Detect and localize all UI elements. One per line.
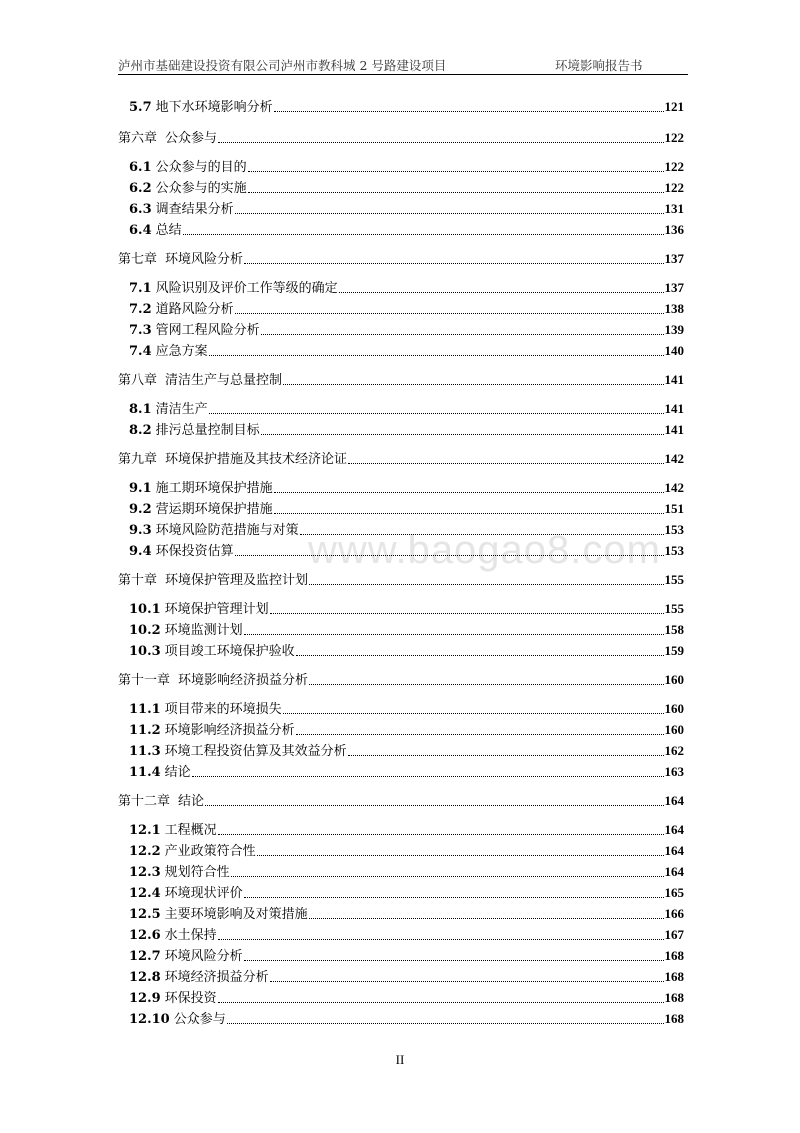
toc-entry-page: 155 <box>664 572 684 587</box>
dot-leader <box>257 855 664 856</box>
toc-entry-number: 12.1 <box>129 823 161 838</box>
toc-entry-number: 12.2 <box>129 844 161 859</box>
toc-section-entry[interactable] <box>129 763 684 781</box>
toc-section-entry[interactable] <box>129 905 684 923</box>
dot-leader <box>218 939 664 940</box>
toc-entry-number: 9.1 <box>129 481 152 496</box>
toc-entry-page: 141 <box>664 422 684 437</box>
toc-section-entry[interactable] <box>129 158 684 176</box>
toc-entry-number: 6.3 <box>129 202 152 217</box>
toc-entry-page: 160 <box>664 722 684 737</box>
toc-entry-number: 12.3 <box>129 865 161 880</box>
toc-entry-number: 第六章 <box>118 131 158 146</box>
toc-entry-number: 7.2 <box>129 302 152 317</box>
dot-leader <box>261 334 664 335</box>
toc-entry-title: 清洁生产与总量控制 <box>165 373 283 388</box>
toc-entry-title: 项目竣工环境保护验收 <box>164 644 295 659</box>
toc-entry-page: 155 <box>664 601 684 616</box>
toc-entry-number: 8.2 <box>129 423 152 438</box>
toc-section-entry[interactable] <box>129 1010 684 1028</box>
toc-entry-page: 142 <box>664 480 684 495</box>
toc-entry-number: 10.1 <box>129 602 161 617</box>
toc-section-entry[interactable] <box>129 926 684 944</box>
toc-entry-number: 第九章 <box>118 452 158 467</box>
dot-leader <box>300 534 664 535</box>
toc-entry-title: 公众参与的目的 <box>155 160 247 175</box>
toc-entry-number: 11.3 <box>129 744 161 759</box>
toc-entry-title: 风险识别及评价工作等级的确定 <box>155 281 338 296</box>
toc-section-entry[interactable] <box>129 300 684 318</box>
toc-entry-number: 12.8 <box>129 970 161 985</box>
page-number: II <box>395 1052 405 1067</box>
dot-leader <box>235 313 664 314</box>
toc-section-entry[interactable] <box>129 221 684 239</box>
toc-section-entry[interactable] <box>129 521 684 539</box>
toc-entry-number: 10.3 <box>129 644 161 659</box>
toc-section-entry[interactable] <box>129 98 684 116</box>
dot-leader <box>209 413 664 414</box>
toc-entry-title: 公众参与 <box>165 131 218 146</box>
dot-leader <box>348 463 663 464</box>
dot-leader <box>339 292 664 293</box>
toc-entry-page: 168 <box>664 1011 684 1026</box>
dot-leader <box>205 805 663 806</box>
dot-leader <box>235 555 664 556</box>
toc-section-entry[interactable] <box>129 742 684 760</box>
toc-entry-number: 7.4 <box>129 344 152 359</box>
toc-section-entry[interactable] <box>129 421 684 439</box>
toc-entry-title: 主要环境影响及对策措施 <box>164 907 308 922</box>
toc-entry-page: 131 <box>664 201 684 216</box>
toc-entry-page: 141 <box>664 401 684 416</box>
toc-entry-number: 第十一章 <box>118 673 171 688</box>
dot-leader <box>209 355 664 356</box>
toc-entry-number: 12.7 <box>129 949 161 964</box>
toc-section-entry[interactable] <box>129 479 684 497</box>
dot-leader <box>261 434 664 435</box>
toc-entry-title: 环境现状评价 <box>164 886 243 901</box>
toc-entry-page: 121 <box>664 99 684 114</box>
toc-entry-number: 6.4 <box>129 223 152 238</box>
toc-section-entry[interactable] <box>129 342 684 360</box>
toc-section-entry[interactable] <box>129 400 684 418</box>
header-doc-type: 环境影响报告书 <box>555 58 643 73</box>
toc-entry-page: 168 <box>664 990 684 1005</box>
toc-entry-page: 158 <box>664 622 684 637</box>
toc-entry-number: 第十二章 <box>118 794 171 809</box>
toc-entry-number: 12.4 <box>129 886 161 901</box>
toc-entry-page: 136 <box>664 222 684 237</box>
toc-section-entry[interactable] <box>129 621 684 639</box>
header-project-title: 泸州市基础建设投资有限公司泸州市教科城 2 号路建设项目 <box>118 58 447 73</box>
toc-entry-page: 138 <box>664 301 684 316</box>
toc-entry-title: 环境工程投资估算及其效益分析 <box>164 744 347 759</box>
toc-section-entry[interactable] <box>129 179 684 197</box>
toc-section-entry[interactable] <box>129 968 684 986</box>
toc-entry-title: 环境经济损益分析 <box>164 970 269 985</box>
toc-section-entry[interactable] <box>129 947 684 965</box>
dot-leader <box>309 918 664 919</box>
dot-leader <box>218 1002 664 1003</box>
toc-entry-title: 清洁生产 <box>155 402 208 417</box>
dot-leader <box>274 492 664 493</box>
toc-entry-title: 总结 <box>155 223 182 238</box>
toc-entry-title: 产业政策符合性 <box>164 844 256 859</box>
toc-entry-number: 第八章 <box>118 373 158 388</box>
toc-entry-title: 环境保护措施及其技术经济论证 <box>165 452 348 467</box>
watermark: www.baogao8.com <box>308 528 661 572</box>
dot-leader <box>244 960 664 961</box>
dot-leader <box>274 111 664 112</box>
toc-entry-title: 环境风险分析 <box>164 949 243 964</box>
toc-entry-page: 151 <box>664 501 684 516</box>
toc-entry-title: 排污总量控制目标 <box>155 423 260 438</box>
toc-entry-page: 137 <box>664 251 684 266</box>
toc-entry-number: 12.9 <box>129 991 161 1006</box>
toc-entry-title: 应急方案 <box>155 344 208 359</box>
toc-entry-title: 环境影响经济损益分析 <box>178 673 309 688</box>
toc-entry-page: 166 <box>664 906 684 921</box>
toc-entry-number: 9.4 <box>129 544 152 559</box>
toc-entry-title: 环境保护管理及监控计划 <box>165 573 309 588</box>
dot-leader <box>244 634 664 635</box>
toc-entry-number: 9.3 <box>129 523 152 538</box>
toc-entry-page: 167 <box>664 927 684 942</box>
dot-leader <box>348 755 664 756</box>
toc-entry-title: 地下水环境影响分析 <box>155 100 273 115</box>
toc-entry-page: 153 <box>664 543 684 558</box>
toc-entry-page: 164 <box>664 843 684 858</box>
toc-entry-number: 10.2 <box>129 623 161 638</box>
toc-entry-title: 环保投资估算 <box>155 544 234 559</box>
toc-section-entry[interactable] <box>129 863 684 881</box>
toc-entry-number: 5.7 <box>129 100 152 115</box>
toc-entry-page: 164 <box>664 864 684 879</box>
toc-entry-page: 137 <box>664 280 684 295</box>
toc-entry-page: 164 <box>664 822 684 837</box>
toc-entry-title: 结论 <box>164 765 191 780</box>
toc-entry-title: 项目带来的环境损失 <box>164 702 282 717</box>
dot-leader <box>296 655 664 656</box>
dot-leader <box>283 713 664 714</box>
toc-entry-number: 7.3 <box>129 323 152 338</box>
toc-entry-page: 122 <box>664 180 684 195</box>
toc-entry-page: 153 <box>664 522 684 537</box>
dot-leader <box>244 263 663 264</box>
toc-entry-number: 12.6 <box>129 928 161 943</box>
toc-chapter-entry[interactable] <box>118 371 684 389</box>
toc-entry-title: 环境风险防范措施与对策 <box>155 523 299 538</box>
toc-entry-number: 8.1 <box>129 402 152 417</box>
toc-entry-number: 9.2 <box>129 502 152 517</box>
toc-entry-page: 139 <box>664 322 684 337</box>
toc-chapter-entry[interactable] <box>118 571 684 589</box>
dot-leader <box>235 213 664 214</box>
toc-section-entry[interactable] <box>129 321 684 339</box>
toc-section-entry[interactable] <box>129 721 684 739</box>
toc-entry-title: 环境监测计划 <box>164 623 243 638</box>
toc-entry-title: 公众参与 <box>173 1012 226 1027</box>
dot-leader <box>296 734 664 735</box>
toc-section-entry[interactable] <box>129 821 684 839</box>
toc-chapter-entry[interactable] <box>118 129 684 147</box>
toc-entry-title: 管网工程风险分析 <box>155 323 260 338</box>
toc-entry-number: 6.1 <box>129 160 152 175</box>
toc-entry-title: 环境影响经济损益分析 <box>164 723 295 738</box>
toc-entry-title: 结论 <box>178 794 205 809</box>
toc-entry-page: 159 <box>664 643 684 658</box>
dot-leader <box>183 234 664 235</box>
toc-entry-title: 规划符合性 <box>164 865 230 880</box>
toc-chapter-entry[interactable] <box>118 250 684 268</box>
toc-entry-number: 第七章 <box>118 252 158 267</box>
dot-leader <box>270 613 664 614</box>
toc-entry-number: 11.4 <box>129 765 161 780</box>
toc-section-entry[interactable] <box>129 989 684 1007</box>
dot-leader <box>218 142 663 143</box>
dot-leader <box>309 584 663 585</box>
toc-entry-page: 160 <box>664 701 684 716</box>
toc-entry-page: 162 <box>664 743 684 758</box>
toc-section-entry[interactable] <box>129 542 684 560</box>
toc-section-entry[interactable] <box>129 500 684 518</box>
dot-leader <box>270 981 664 982</box>
dot-leader <box>192 776 664 777</box>
dot-leader <box>231 876 664 877</box>
dot-leader <box>244 897 664 898</box>
toc-entry-page: 163 <box>664 764 684 779</box>
toc-entry-page: 122 <box>664 159 684 174</box>
toc-entry-title: 营运期环境保护措施 <box>155 502 273 517</box>
toc-entry-number: 12.5 <box>129 907 161 922</box>
toc-section-entry[interactable] <box>129 200 684 218</box>
toc-section-entry[interactable] <box>129 842 684 860</box>
toc-entry-title: 工程概况 <box>164 823 217 838</box>
toc-entry-page: 140 <box>664 343 684 358</box>
toc-entry-title: 水土保持 <box>164 928 217 943</box>
toc-section-entry[interactable] <box>129 700 684 718</box>
toc-entry-page: 141 <box>664 372 684 387</box>
toc-section-entry[interactable] <box>129 884 684 902</box>
toc-entry-title: 施工期环境保护措施 <box>155 481 273 496</box>
toc-chapter-entry[interactable] <box>118 450 684 468</box>
toc-section-entry[interactable] <box>129 642 684 660</box>
toc-entry-number: 7.1 <box>129 281 152 296</box>
dot-leader <box>227 1023 664 1024</box>
toc-entry-page: 142 <box>664 451 684 466</box>
toc-section-entry[interactable] <box>129 279 684 297</box>
toc-entry-page: 122 <box>664 130 684 145</box>
toc-chapter-entry[interactable] <box>118 671 684 689</box>
toc-entry-number: 6.2 <box>129 181 152 196</box>
toc-entry-number: 11.1 <box>129 702 161 717</box>
toc-entry-title: 公众参与的实施 <box>155 181 247 196</box>
dot-leader <box>248 192 664 193</box>
toc-entry-title: 环境风险分析 <box>165 252 244 267</box>
toc-entry-title: 调查结果分析 <box>155 202 234 217</box>
toc-chapter-entry[interactable] <box>118 792 684 810</box>
toc-entry-number: 第十章 <box>118 573 158 588</box>
toc-entry-number: 11.2 <box>129 723 161 738</box>
dot-leader <box>218 834 664 835</box>
toc-entry-page: 164 <box>664 793 684 808</box>
toc-entry-page: 160 <box>664 672 684 687</box>
dot-leader <box>274 513 664 514</box>
dot-leader <box>283 384 663 385</box>
toc-entry-page: 168 <box>664 969 684 984</box>
toc-entry-title: 环保投资 <box>164 991 217 1006</box>
toc-entry-title: 道路风险分析 <box>155 302 234 317</box>
toc-entry-page: 165 <box>664 885 684 900</box>
toc-entry-title: 环境保护管理计划 <box>164 602 269 617</box>
toc-section-entry[interactable] <box>129 600 684 618</box>
toc-entry-number: 12.10 <box>129 1012 170 1027</box>
dot-leader <box>309 684 663 685</box>
dot-leader <box>248 171 664 172</box>
toc-entry-page: 168 <box>664 948 684 963</box>
